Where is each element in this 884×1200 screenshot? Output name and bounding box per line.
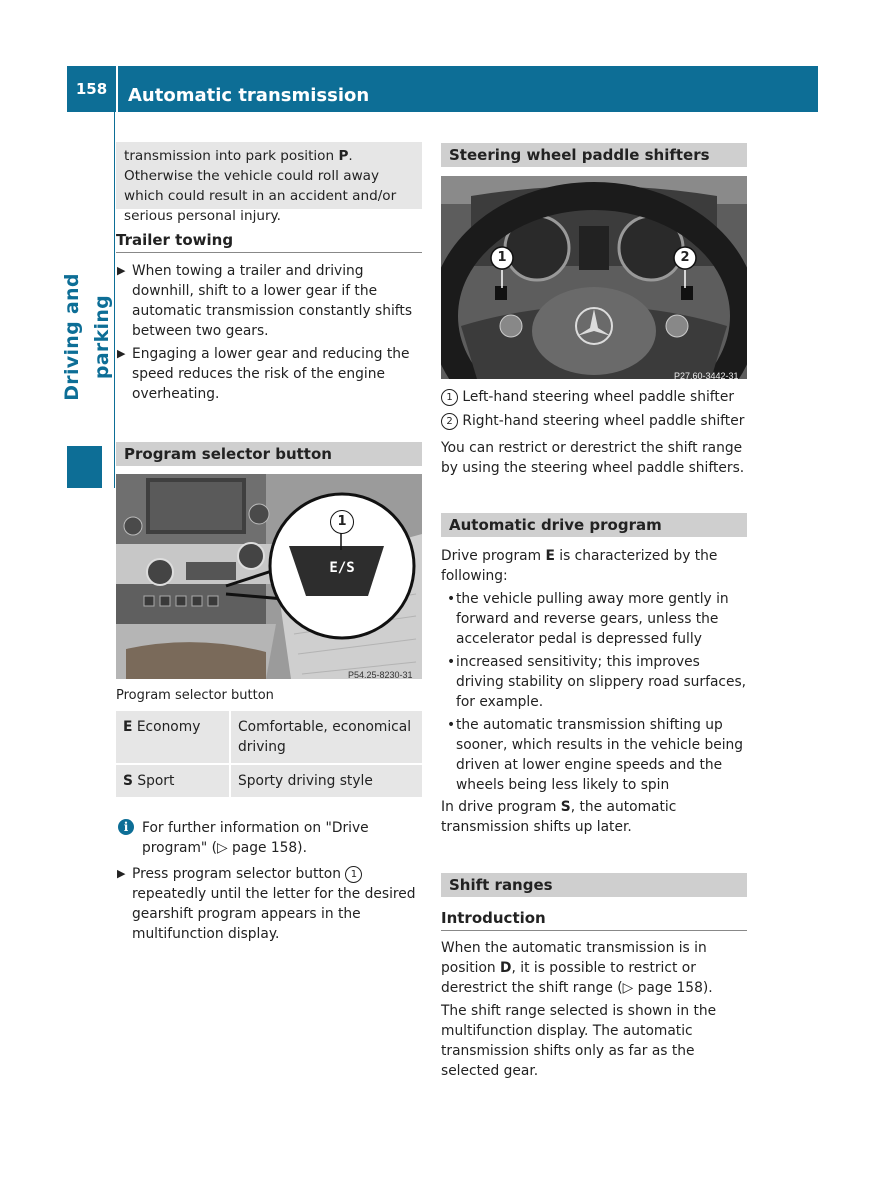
- es-button-label: E/S: [329, 560, 355, 576]
- console-illustration: [116, 474, 422, 679]
- page-number: 158: [75, 80, 108, 98]
- table-cell-value: Sporty driving style: [230, 764, 422, 798]
- auto-drive-list: [441, 589, 751, 798]
- program-selector-photo: [116, 474, 422, 679]
- table-cell-value: Comfortable, economical driving: [230, 711, 422, 764]
- press-instruction: [116, 864, 424, 947]
- table-row: [116, 764, 422, 798]
- legend-text: Left-hand steering wheel paddle shifter: [462, 389, 734, 405]
- list-item: • increased sensitivity; this improves driving stability on slippery road surfaces, for example.: [441, 652, 751, 712]
- list-item: • the automatic transmission shifting up sooner, which results in the vehicle being driven at lower engine speeds and the wheels being less likely to spin: [441, 715, 751, 795]
- legend-item: [441, 387, 751, 407]
- warning-box: [116, 142, 422, 224]
- image-caption: Program selector button: [116, 688, 274, 703]
- p1-post: , it is possible to restrict or derestrict the shift range (▷ page 158).: [441, 960, 713, 996]
- list-item: [116, 261, 424, 341]
- steering-wheel-illustration: [441, 176, 747, 379]
- steering-wheel-photo: [441, 176, 747, 379]
- table-row: [116, 711, 422, 764]
- arrow-right-icon: ▶: [117, 264, 126, 277]
- intro-post: is characterized by the following:: [441, 548, 718, 584]
- shift-ranges-p1: [441, 938, 747, 998]
- callout-2: 2: [680, 250, 690, 265]
- list-item: [116, 864, 424, 944]
- auto-drive-heading: Automatic drive program: [441, 513, 747, 537]
- intro-pre: Drive program: [441, 548, 546, 564]
- program-selector-heading: Program selector button: [116, 442, 422, 466]
- trailer-list: [116, 261, 424, 407]
- list-item-text: When towing a trailer and driving downhill, shift to a lower gear if the automatic transmission constantly shifts between two gears.: [132, 263, 413, 339]
- auto-drive-outro: [441, 797, 747, 837]
- warning-text-post: . Otherwise the vehicle could roll away which could result in an accident and/or serious personal injury.: [124, 148, 397, 224]
- key-letter: S: [123, 773, 133, 789]
- callout-1: 1: [497, 250, 507, 265]
- legend-text: Right-hand steering wheel paddle shifter: [462, 413, 745, 429]
- paddle-legend: [441, 387, 751, 431]
- image-code: P27.60-3442-31: [674, 371, 739, 381]
- list-item: • the vehicle pulling away more gently in forward and reverse gears, unless the accelerator pedal is depressed fully: [441, 589, 751, 649]
- legend-item: [441, 411, 751, 431]
- table-cell-key: [116, 764, 230, 798]
- p1-bold: D: [500, 960, 512, 976]
- side-tab-label: Driving and parking: [61, 273, 113, 401]
- press-text-pre: Press program selector button: [132, 866, 346, 882]
- info-icon: i: [118, 819, 134, 835]
- info-note: [118, 818, 424, 858]
- list-item-text: Engaging a lower gear and reducing the speed reduces the risk of the engine overheating.: [132, 346, 410, 402]
- paddle-body: You can restrict or derestrict the shift range by using the steering wheel paddle shifters.: [441, 440, 745, 476]
- outro-bold: S: [560, 799, 571, 815]
- intro-bold: E: [545, 548, 555, 564]
- key-letter: E: [123, 719, 133, 735]
- list-item: [116, 344, 424, 404]
- info-note-text: For further information on "Drive program" (▷ page 158).: [142, 820, 369, 856]
- key-label: Economy: [132, 719, 201, 735]
- auto-drive-intro: [441, 546, 747, 586]
- warning-text-bold: P: [338, 148, 349, 164]
- side-tab-marker: [67, 446, 102, 488]
- side-tab: [57, 237, 113, 437]
- circled-number: 2: [441, 413, 458, 430]
- table-cell-key: [116, 711, 230, 764]
- program-table: [116, 711, 422, 799]
- press-text-post: repeatedly until the letter for the desired gearshift program appears in the multifunction display.: [132, 886, 416, 942]
- trailer-heading: Trailer towing: [116, 230, 422, 253]
- callout-marker: 1: [330, 510, 354, 534]
- outro-post: , the automatic transmission shifts up later.: [441, 799, 677, 835]
- arrow-right-icon: ▶: [117, 347, 126, 360]
- shift-ranges-heading: Shift ranges: [441, 873, 747, 897]
- paddle-heading: Steering wheel paddle shifters: [441, 143, 747, 167]
- circled-number: 1: [441, 389, 458, 406]
- page-title: Automatic transmission: [128, 85, 370, 106]
- image-code: P54.25-8230-31: [348, 670, 413, 680]
- header-divider: [116, 66, 118, 112]
- introduction-subheading: Introduction: [441, 908, 747, 931]
- warning-text-pre: transmission into park position: [124, 148, 339, 164]
- circled-number: 1: [345, 866, 362, 883]
- shift-ranges-p2: The shift range selected is shown in the multifunction display. The automatic transmission shifts only as far as the selected gear.: [441, 1003, 717, 1079]
- arrow-right-icon: ▶: [117, 867, 126, 880]
- p1-pre: When the automatic transmission is in position: [441, 940, 707, 976]
- outro-pre: In drive program: [441, 799, 561, 815]
- key-label: Sport: [132, 773, 175, 789]
